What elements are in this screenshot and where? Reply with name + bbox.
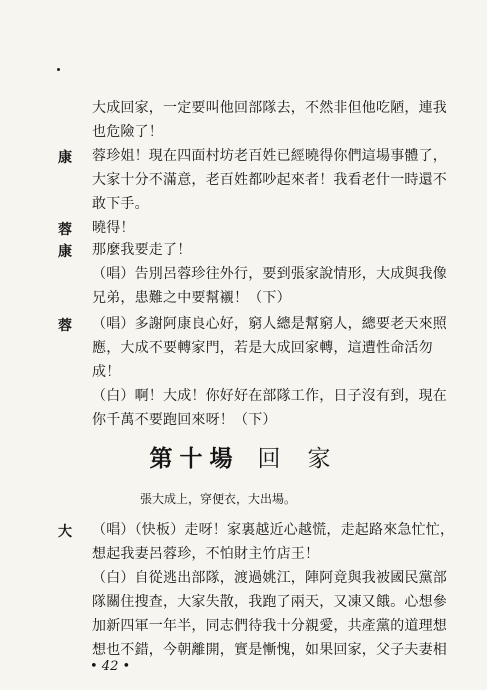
stage-direction: 張大成上，穿便衣，大出場。: [140, 492, 297, 506]
text-line: （唱）（快板）走呀！家裏越近心越慌，走起路來急忙忙，: [92, 522, 455, 538]
text-line: 應，大成不要轉家門，若是大成回家轉，這遭性命活勿: [92, 340, 433, 356]
text-line: 大家十分不滿意，老百姓都吵起來者！我看老什一時還不: [92, 172, 447, 188]
scene-title: [0, 440, 487, 473]
text-line: 想也不錯，今朝離開，實是慚愧，如果回家，父子夫妻相: [92, 642, 447, 658]
text-line: 敢下手。: [92, 196, 149, 212]
scene-name-2: 家: [307, 446, 338, 472]
scene-number: 第十場: [149, 445, 240, 472]
text-line: 兄弟，患難之中要幫襯！（下）: [92, 290, 291, 306]
text-line: 加新四軍一年半，同志們待我十分親愛，共產黨的道理想: [92, 618, 447, 634]
text-line: 想起我妻呂蓉珍，不怕財主竹店王！: [92, 546, 320, 562]
text-line: 那麼我要走了！: [92, 242, 192, 258]
scene-name-1: 回: [257, 446, 288, 472]
text-line: （白）自從逃出部隊，渡過姚江，陣阿竟與我被國民黨部: [92, 570, 447, 586]
page-number: • 42 •: [90, 659, 131, 674]
speaker-label: 康: [58, 150, 72, 166]
speaker-label: 蓉: [58, 318, 72, 334]
text-line: 曉得！: [92, 220, 135, 236]
speaker-label: 大: [58, 524, 72, 540]
speaker-label: 康: [58, 244, 72, 260]
text-line: 成！: [92, 364, 121, 380]
text-line: （白）啊！大成！你好好在部隊工作，日子沒有到，現在: [92, 388, 447, 404]
speaker-label: 蓉: [58, 222, 72, 238]
text-line: 蓉珍姐！現在四面村坊老百姓已經曉得你們這場事體了，: [92, 148, 447, 164]
text-line: （唱）多謝阿康良心好，窮人總是幫窮人，總要老天來照: [92, 316, 447, 332]
text-line: 你千萬不要跑回來呀！（下）: [92, 412, 277, 428]
text-line: 也危險了！: [92, 124, 163, 140]
text-line: 隊關住搜查，大家失散，我跑了兩天，又凍又餓。心想參: [92, 594, 447, 610]
text-line: 大成回家，一定要叫他回部隊去，不然非但他吃陋，連我: [92, 100, 447, 116]
ink-dot: [57, 68, 60, 71]
text-line: （唱）告別呂蓉珍往外行，要到張家說情形，大成與我像: [92, 266, 447, 282]
